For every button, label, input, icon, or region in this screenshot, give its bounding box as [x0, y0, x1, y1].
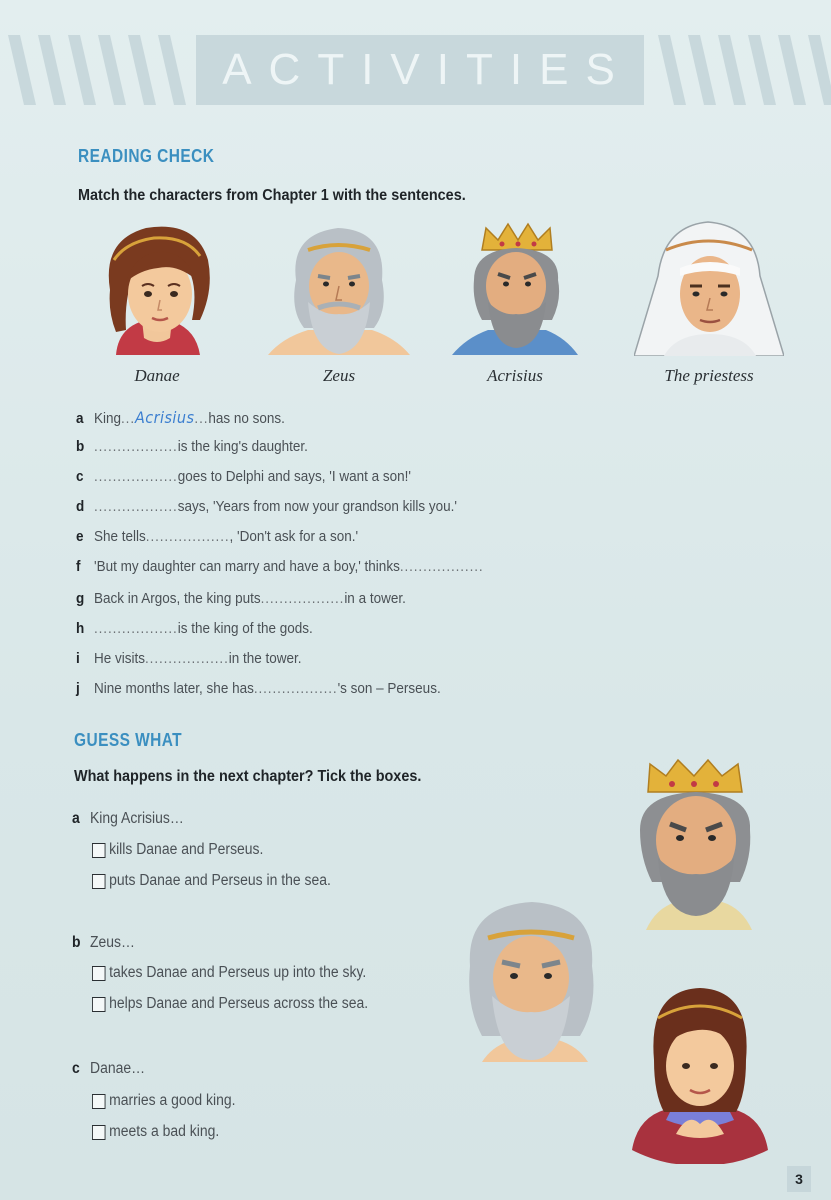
sentence-text-after: is the king of the gods. [177, 620, 313, 637]
sentence-text-after: , 'Don't ask for a son.' [229, 528, 359, 545]
sentence-text: Nine months later, she has [94, 680, 254, 697]
activities-banner [0, 35, 831, 105]
caption-acrisius: Acrisius [487, 366, 543, 385]
tick-checkbox[interactable] [92, 1125, 106, 1140]
banner-title: ACTIVITIES [222, 45, 632, 94]
question-letter: a [72, 810, 80, 827]
answer-blank[interactable]: .................. [94, 498, 178, 515]
banner-stripes-right [644, 35, 831, 105]
question-prompt: Danae… [90, 1060, 146, 1077]
sentence-g [76, 590, 406, 607]
guess-what-instruction: What happens in the next chapter? Tick the boxes. [74, 768, 422, 785]
answer-blank[interactable]: .................. [253, 680, 338, 697]
sentence-letter: j [76, 680, 80, 697]
sentence-text-after: goes to Delphi and says, 'I want a son!' [177, 468, 412, 485]
sentence-letter: e [76, 528, 84, 545]
zeus-portrait [268, 220, 410, 360]
sentence-letter: d [76, 498, 85, 515]
acrisius-illustration [636, 758, 756, 935]
priestess-portrait [634, 216, 784, 361]
answer-blank[interactable]: .................. [94, 620, 178, 637]
sentence-letter: c [76, 468, 84, 485]
option-label: marries a good king. [109, 1092, 236, 1109]
sentence-f [76, 558, 484, 575]
sentence-text-after: in a tower. [344, 590, 406, 607]
option-c2[interactable] [92, 1123, 219, 1141]
option-label: takes Danae and Perseus up into the sky. [109, 964, 367, 981]
acrisius-portrait [452, 220, 578, 360]
option-b2[interactable] [92, 995, 368, 1013]
sentence-letter: i [76, 650, 80, 667]
tick-checkbox[interactable] [92, 997, 106, 1012]
sentence-letter: h [76, 620, 85, 637]
question-prompt: King Acrisius… [90, 810, 184, 827]
sentence-h [76, 620, 313, 637]
option-label: meets a bad king. [109, 1123, 220, 1140]
sentence-text-after: 's son – Perseus. [337, 680, 441, 697]
tick-checkbox[interactable] [92, 843, 106, 858]
sentence-letter: g [76, 590, 85, 607]
page-number: 3 [787, 1166, 811, 1192]
danae-portrait [96, 220, 218, 360]
sentence-letter: b [76, 438, 85, 455]
option-a2[interactable] [92, 872, 331, 890]
reading-check-heading: READING CHECK [78, 146, 215, 166]
guess-what-heading: GUESS WHAT [74, 730, 183, 750]
sentence-e [76, 528, 358, 545]
sentence-a [76, 408, 285, 427]
question-b [72, 934, 135, 952]
reading-check-instruction: Match the characters from Chapter 1 with the sentences. [78, 187, 466, 204]
option-label: puts Danae and Perseus in the sea. [109, 872, 331, 889]
sentence-text: He visits [94, 650, 146, 667]
sentence-c [76, 468, 411, 485]
option-c1[interactable] [92, 1092, 235, 1110]
question-letter: c [72, 1060, 80, 1077]
zeus-illustration [462, 896, 600, 1067]
banner-stripes-left [0, 35, 196, 105]
option-label: helps Danae and Perseus across the sea. [109, 995, 369, 1012]
option-b1[interactable] [92, 964, 366, 982]
banner-title-box [196, 35, 644, 105]
tick-checkbox[interactable] [92, 966, 106, 981]
answer-blank[interactable]: .................. [145, 650, 229, 667]
sentence-text-after: in the tower. [228, 650, 302, 667]
question-prompt: Zeus… [90, 934, 135, 951]
sentence-text-after: is the king's daughter. [177, 438, 308, 455]
answer-blank: ... [121, 410, 135, 427]
answer-blank[interactable]: .................. [145, 528, 230, 545]
sentence-text: She tells [94, 528, 146, 545]
caption-zeus: Zeus [322, 366, 356, 385]
answer-blank[interactable]: .................. [260, 590, 345, 607]
sentence-text: 'But my daughter can marry and have a boy,' thinks [94, 558, 400, 575]
answer-blank[interactable]: .................. [399, 558, 484, 575]
tick-checkbox[interactable] [92, 1094, 106, 1109]
sentence-letter: a [76, 410, 84, 427]
sentence-text: Back in Argos, the king puts [94, 590, 261, 607]
danae-illustration [632, 984, 768, 1169]
caption-priestess: The priestess [664, 366, 754, 385]
sentence-b [76, 438, 308, 455]
sentence-d [76, 498, 457, 515]
question-c [72, 1060, 145, 1078]
option-label: kills Danae and Perseus. [109, 841, 264, 858]
sentence-text: King [94, 410, 122, 427]
sentence-j [76, 680, 441, 697]
sentence-text-after: says, 'Years from now your grandson kills you.' [177, 498, 457, 515]
handwritten-answer[interactable]: Acrisius [134, 408, 195, 427]
question-letter: b [72, 934, 81, 951]
tick-checkbox[interactable] [92, 874, 106, 889]
sentence-letter: f [76, 558, 81, 575]
sentence-i [76, 650, 302, 667]
question-a [72, 810, 184, 828]
answer-blank-end: ... [194, 410, 209, 427]
option-a1[interactable] [92, 841, 263, 859]
answer-blank[interactable]: .................. [94, 468, 178, 485]
answer-blank[interactable]: .................. [94, 438, 178, 455]
caption-danae: Danae [134, 366, 180, 385]
sentence-text-after: has no sons. [208, 410, 285, 427]
